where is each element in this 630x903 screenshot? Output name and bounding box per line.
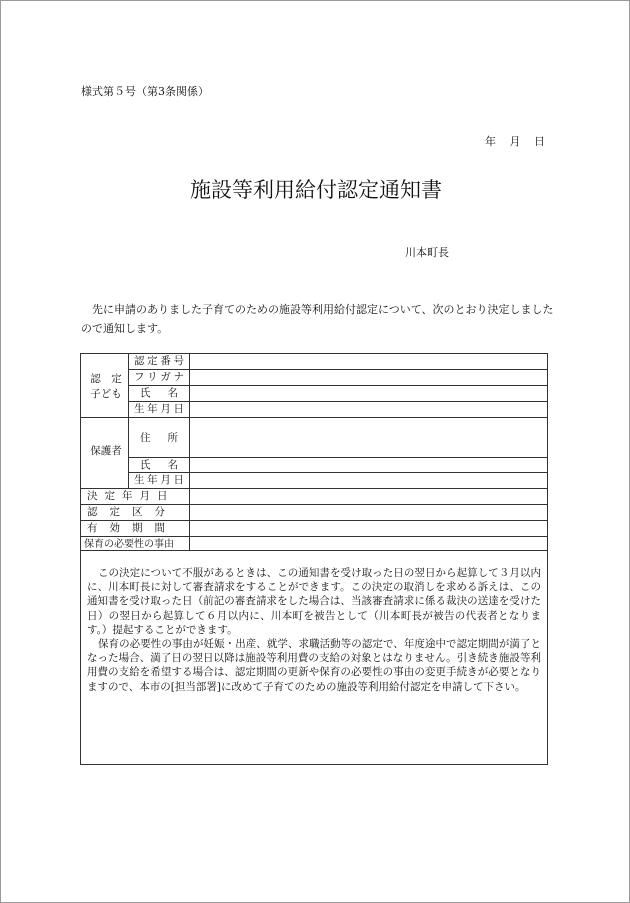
document-title: 施設等利用給付認定通知書 [190, 178, 442, 202]
child-row-furigana [134, 371, 184, 384]
label-char: 生 [134, 474, 145, 486]
valid-period-row: 有効期間 [87, 522, 177, 534]
guardian-name-char-2: 名 [167, 459, 178, 471]
date-line: 年 月 日 [485, 135, 545, 148]
label-char: 認 [134, 355, 145, 367]
label-char: 年 [147, 474, 158, 486]
guardian-row-name [134, 459, 184, 472]
label-char: 月 [160, 403, 171, 415]
address-char-2: 所 [167, 432, 178, 444]
notice-box [80, 550, 548, 765]
label-char: リ [147, 371, 158, 383]
label-char: フ [134, 371, 145, 383]
guardian-group-label: 保護者 [90, 445, 122, 457]
label-char: 号 [173, 355, 184, 367]
certification-category-row: 認定区分 [87, 506, 177, 518]
child-row-certification-number [134, 355, 184, 368]
table-rule [129, 369, 547, 370]
appeal-notice-paragraph: この決定について不服があるときは、この通知書を受け取った日の翌日から起算して３月以内に、川本町長に対して審査請求をすることができます。この決定の取消しを求める訴えは、この通知書を受け取った日（前記の審査請求をした場合は、当該審査請求に係る裁決の送達を受けた日）の翌日から起算して６月以内に、川本町を被告として（川本町長が被告の代表者となります。）提起することができます。 [87, 567, 541, 636]
label-char: 定 [147, 355, 158, 367]
label-char: ガ [160, 371, 171, 383]
table-rule [81, 417, 547, 418]
address-char-1: 住 [140, 432, 151, 444]
table-rule [129, 385, 547, 386]
label-char: 月 [160, 474, 171, 486]
intro-paragraph: 先に申請のありました子育てのための施設等利用給付認定について、次のとおり決定しましたので通知します。 [81, 303, 554, 335]
label-char: 年 [147, 403, 158, 415]
issuer-name: 川本町長 [405, 246, 449, 259]
guardian-row-birthdate [134, 474, 184, 487]
table-rule [81, 520, 547, 521]
label-char: 日 [173, 474, 184, 486]
certification-table [80, 353, 548, 551]
table-rule [128, 354, 129, 488]
child-row-birthdate [134, 403, 184, 416]
table-rule [129, 457, 547, 458]
label-char: 番 [160, 355, 171, 367]
label-char: 生 [134, 403, 145, 415]
table-rule [81, 536, 547, 537]
table-rule [129, 472, 547, 473]
label-char: ナ [173, 371, 184, 383]
child-name-char-2: 名 [167, 387, 178, 399]
label-char: 日 [173, 403, 184, 415]
renewal-notice-paragraph: 保育の必要性の事由が妊娠・出産、就学、求職活動等の認定で、年度途中で認定期間が満了となった場合、満了日の翌日以降は施設等利用費の支給の対象とはなりません。引き続き施設等利用費の支給を希望する場合は、認定期間の更新や保育の必要性の事由の変更手続きが必要となりますので、本市の[担当部署]に改めて子育てのための施設等利用給付認定を申請して下さい。 [87, 638, 541, 693]
child-name-char-1: 氏 [140, 387, 151, 399]
decision-date-row: 決定年月日 [87, 490, 175, 502]
table-rule [81, 504, 547, 505]
guardian-row-address [134, 432, 184, 445]
child-group-label: 認 定 子ども [90, 373, 122, 400]
childcare-necessity-reason-row: 保育の必要性の事由 [84, 539, 174, 550]
guardian-name-char-1: 氏 [140, 459, 151, 471]
table-rule [129, 401, 547, 402]
table-rule [81, 488, 547, 489]
child-row-name [134, 387, 184, 400]
form-number: 様式第５号（第3条関係） [81, 85, 209, 98]
table-rule [189, 354, 190, 550]
